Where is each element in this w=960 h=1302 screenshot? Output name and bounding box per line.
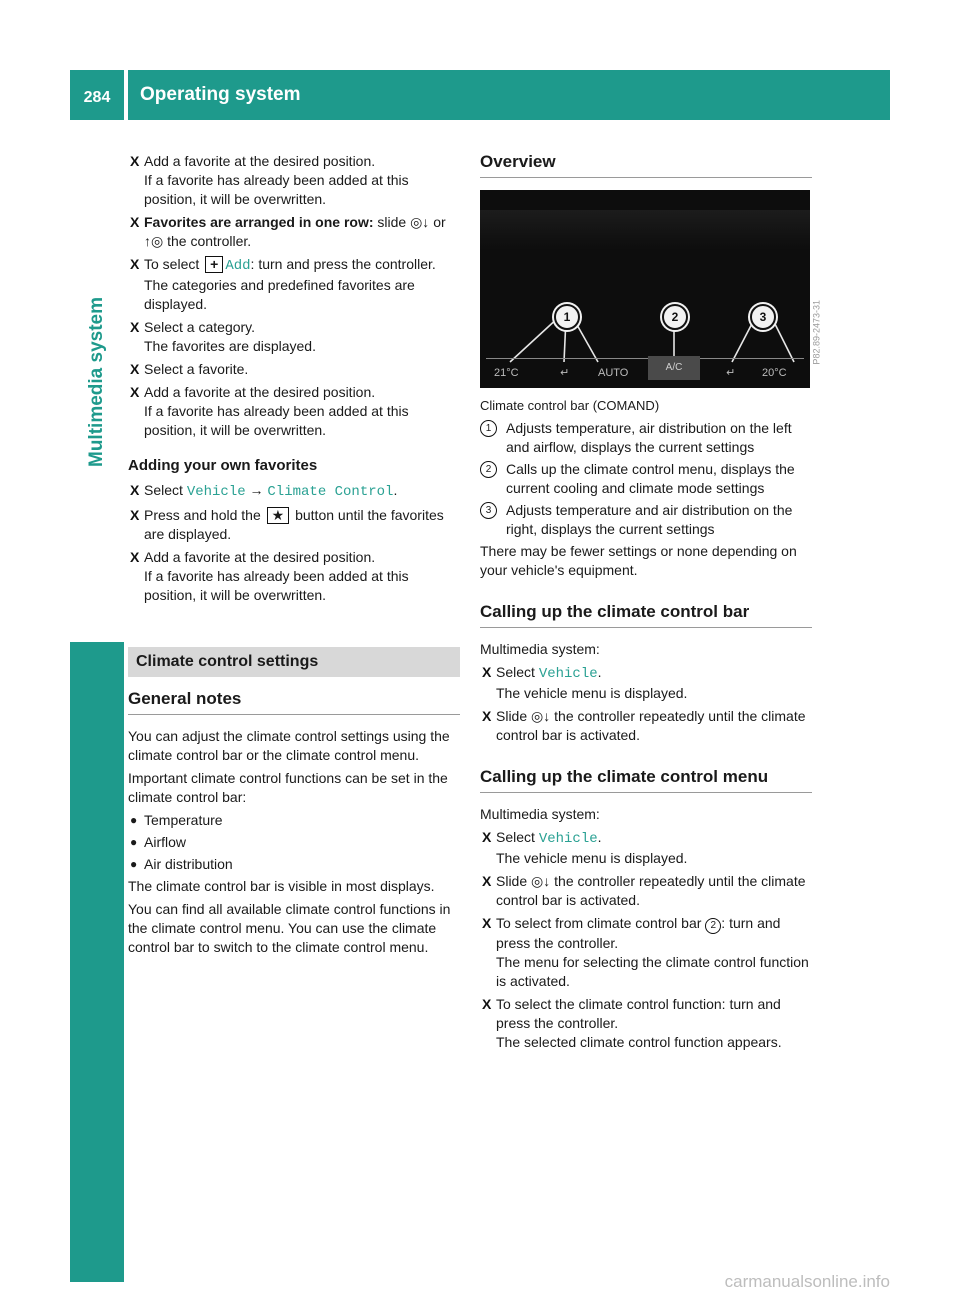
paragraph: Important climate control functions can be set in the climate control bar: <box>128 770 448 805</box>
star-key-icon: ★ <box>267 507 290 524</box>
list-item: ● Temperature <box>130 812 223 828</box>
add-key-icon: + <box>205 256 223 273</box>
right-airflow-icon: ↵ <box>726 367 736 379</box>
left-column <box>128 152 460 961</box>
callout-3: 3 <box>750 304 776 330</box>
heading-overview: Overview <box>480 152 812 178</box>
list-item: ● Airflow <box>130 834 187 850</box>
controller-slide-up-icon: ↑◎ <box>144 233 164 249</box>
paragraph: There may be fewer settings or none depending on your vehicle's equipment. <box>480 543 797 578</box>
section-band: Climate control settings <box>128 647 460 677</box>
page-number: 284 <box>70 70 124 120</box>
page-title: Operating system <box>128 70 890 120</box>
step: X To select from climate control bar 2 : turn and press the controller. The menu for selecting the climate control function is activated. <box>482 915 809 989</box>
legend-item: 2 Calls up the climate control menu, displays the current cooling and climate mode settings <box>480 460 812 498</box>
legend-item: 1 Adjusts temperature, air distribution on the left and airflow, displays the current settings <box>480 419 812 457</box>
side-tab-block <box>70 642 124 1282</box>
step: X To select + Add: turn and press the controller. The categories and predefined favorites are displayed. <box>130 256 436 312</box>
heading-climate-menu: Calling up the climate control menu <box>480 767 812 793</box>
step: X Add a favorite at the desired position. If a favorite has already been added at this position, it will be overwritten. <box>130 384 409 438</box>
ac-button: A/C <box>648 356 700 380</box>
paragraph: You can adjust the climate control settings using the climate control bar or the climate control menu. <box>128 728 450 763</box>
step: X Select a category. The favorites are displayed. <box>130 319 316 354</box>
right-column <box>480 152 822 1056</box>
auto-label: AUTO <box>598 367 629 379</box>
step: X Add a favorite at the desired position. If a favorite has already been added at this position, it will be overwritten. <box>130 153 409 207</box>
watermark: carmanualsonline.info <box>724 1272 890 1291</box>
callout-1: 1 <box>554 304 580 330</box>
step: X Slide ◎↓ the controller repeatedly until the climate control bar is activated. <box>482 708 806 743</box>
paragraph: The climate control bar is visible in most displays. <box>128 878 435 894</box>
step: X Slide ◎↓ the controller repeatedly until the climate control bar is activated. <box>482 873 806 908</box>
paragraph: Multimedia system: <box>480 641 600 657</box>
paragraph: You can find all available climate control functions in the climate control menu. You can use the climate control bar to switch to the climate control menu. <box>128 901 451 955</box>
controller-slide-down-icon: ◎↓ <box>410 214 430 230</box>
paragraph: Multimedia system: <box>480 806 600 822</box>
step: X Favorites are arranged in one row: slide ◎↓ or ↑◎ the controller. <box>130 214 446 249</box>
image-code: P82.89-2473-31 <box>812 300 822 365</box>
left-temp: 21°C <box>494 367 519 379</box>
step: X To select the climate control function: turn and press the controller. The selected climate control function appears. <box>482 996 782 1050</box>
climate-bar-image <box>480 190 822 388</box>
step: X Select a favorite. <box>130 361 249 377</box>
step: X Select Vehicle. The vehicle menu is displayed. <box>482 829 688 866</box>
controller-slide-down-icon: ◎↓ <box>531 708 551 724</box>
image-caption: Climate control bar (COMAND) <box>480 398 660 413</box>
heading-climate-bar: Calling up the climate control bar <box>480 602 812 628</box>
callout-2: 2 <box>662 304 688 330</box>
legend-item: 3 Adjusts temperature and air distribution on the right, displays the current settings <box>480 501 812 539</box>
left-airflow-icon: ↵ <box>560 367 570 379</box>
step: X Add a favorite at the desired position. If a favorite has already been added at this position, it will be overwritten. <box>130 549 409 603</box>
step: X Press and hold the ★ button until the favorites are displayed. <box>130 507 444 542</box>
right-temp: 20°C <box>762 367 787 379</box>
step: X Select Vehicle → Climate Control. <box>130 482 398 500</box>
menu-add: Add <box>225 258 251 274</box>
subheading-own-favorites: Adding your own favorites <box>128 457 318 474</box>
heading-general-notes: General notes <box>128 689 460 715</box>
controller-slide-down-icon: ◎↓ <box>531 873 551 889</box>
list-item: ● Air distribution <box>130 856 233 872</box>
step: X Select Vehicle. The vehicle menu is displayed. <box>482 664 688 701</box>
side-tab-label: Multimedia system <box>86 297 107 467</box>
